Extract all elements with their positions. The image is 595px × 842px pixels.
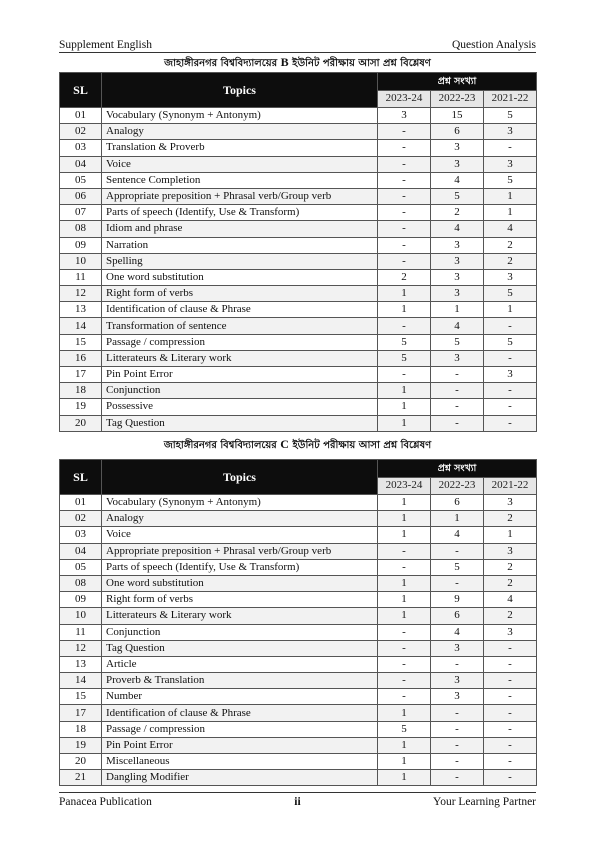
year-2022-23-cell: - — [431, 543, 484, 559]
table-row — [60, 367, 537, 383]
header-section-title: Question Analysis — [451, 39, 536, 51]
topic-cell: Analogy — [102, 511, 378, 527]
year-2023-24-cell: 1 — [378, 737, 431, 753]
col-topics-header: Topics — [102, 460, 378, 495]
year-2022-23-cell: 3 — [431, 156, 484, 172]
year-2022-23-cell: 4 — [431, 172, 484, 188]
table-row — [60, 108, 537, 124]
year-2021-22-cell: 1 — [484, 302, 537, 318]
year-2021-22-cell: - — [484, 656, 537, 672]
year-2022-23-cell: - — [431, 656, 484, 672]
col-year-header: 2021-22 — [484, 477, 537, 495]
table-row — [60, 721, 537, 737]
table-row — [60, 543, 537, 559]
year-2022-23-cell: - — [431, 575, 484, 591]
year-2021-22-cell: 3 — [484, 124, 537, 140]
topic-cell: Vocabulary (Synonym + Antonym) — [102, 108, 378, 124]
unit-c-analysis-table — [59, 459, 537, 786]
topic-cell: Passage / compression — [102, 334, 378, 350]
year-2023-24-cell: - — [378, 689, 431, 705]
unit-b-table-body — [60, 108, 537, 432]
topic-cell: Narration — [102, 237, 378, 253]
serial-cell: 04 — [60, 156, 102, 172]
serial-cell: 10 — [60, 253, 102, 269]
topic-cell: Number — [102, 689, 378, 705]
year-2023-24-cell: 1 — [378, 575, 431, 591]
serial-cell: 02 — [60, 511, 102, 527]
year-2021-22-cell: 1 — [484, 188, 537, 204]
table-row — [60, 124, 537, 140]
year-2023-24-cell: - — [378, 640, 431, 656]
serial-cell: 18 — [60, 383, 102, 399]
page-footer — [59, 792, 536, 809]
year-2022-23-cell: - — [431, 399, 484, 415]
table-row — [60, 673, 537, 689]
serial-cell: 11 — [60, 624, 102, 640]
serial-cell: 01 — [60, 495, 102, 511]
year-2023-24-cell: 5 — [378, 350, 431, 366]
year-2021-22-cell: - — [484, 721, 537, 737]
topic-cell: Possessive — [102, 399, 378, 415]
year-2022-23-cell: 15 — [431, 108, 484, 124]
serial-cell: 19 — [60, 399, 102, 415]
topic-cell: One word substitution — [102, 575, 378, 591]
section-b-title — [59, 55, 536, 71]
col-question-count-header: প্রশ্ন সংখ্যা — [378, 460, 537, 478]
year-2023-24-cell: 1 — [378, 495, 431, 511]
footer-tagline: Your Learning Partner — [433, 796, 536, 808]
table-row — [60, 770, 537, 786]
footer-publisher: Panacea Publication — [59, 796, 152, 808]
unit-c-table-body — [60, 495, 537, 786]
year-2021-22-cell: - — [484, 640, 537, 656]
table-row — [60, 640, 537, 656]
table-row — [60, 705, 537, 721]
table-row — [60, 559, 537, 575]
year-2022-23-cell: 3 — [431, 286, 484, 302]
serial-cell: 15 — [60, 334, 102, 350]
year-2022-23-cell: 5 — [431, 334, 484, 350]
year-2021-22-cell: - — [484, 705, 537, 721]
col-question-count-header: প্রশ্ন সংখ্যা — [378, 73, 537, 91]
year-2021-22-cell: - — [484, 318, 537, 334]
year-2021-22-cell: 5 — [484, 108, 537, 124]
table-row — [60, 495, 537, 511]
year-2023-24-cell: - — [378, 543, 431, 559]
serial-cell: 05 — [60, 559, 102, 575]
topic-cell: Dangling Modifier — [102, 770, 378, 786]
section-c-title-pre: জাহাঙ্গীরনগর বিশ্ববিদ্যালয়ের — [163, 440, 281, 451]
section-c-title — [59, 437, 536, 453]
serial-cell: 18 — [60, 721, 102, 737]
topic-cell: Vocabulary (Synonym + Antonym) — [102, 495, 378, 511]
table-row — [60, 592, 537, 608]
topic-cell: One word substitution — [102, 269, 378, 285]
year-2021-22-cell: 2 — [484, 237, 537, 253]
year-2022-23-cell: - — [431, 754, 484, 770]
year-2021-22-cell: 3 — [484, 495, 537, 511]
year-2021-22-cell: 4 — [484, 592, 537, 608]
topic-cell: Translation & Proverb — [102, 140, 378, 156]
serial-cell: 14 — [60, 673, 102, 689]
serial-cell: 12 — [60, 286, 102, 302]
topic-cell: Appropriate preposition + Phrasal verb/Group verb — [102, 543, 378, 559]
serial-cell: 08 — [60, 575, 102, 591]
year-2022-23-cell: 3 — [431, 689, 484, 705]
year-2022-23-cell: 4 — [431, 221, 484, 237]
col-sl-header: SL — [60, 73, 102, 108]
topic-cell: Voice — [102, 527, 378, 543]
year-2021-22-cell: 3 — [484, 624, 537, 640]
year-2021-22-cell: 2 — [484, 608, 537, 624]
topic-cell: Identification of clause & Phrase — [102, 705, 378, 721]
table-row — [60, 737, 537, 753]
year-2023-24-cell: - — [378, 156, 431, 172]
serial-cell: 21 — [60, 770, 102, 786]
year-2022-23-cell: 3 — [431, 140, 484, 156]
year-2021-22-cell: 2 — [484, 253, 537, 269]
year-2022-23-cell: 3 — [431, 237, 484, 253]
year-2023-24-cell: 1 — [378, 754, 431, 770]
serial-cell: 13 — [60, 656, 102, 672]
year-2022-23-cell: - — [431, 737, 484, 753]
table-row — [60, 302, 537, 318]
year-2023-24-cell: - — [378, 221, 431, 237]
year-2021-22-cell: 2 — [484, 575, 537, 591]
footer-page-number: ii — [294, 796, 301, 808]
serial-cell: 04 — [60, 543, 102, 559]
year-2023-24-cell: - — [378, 237, 431, 253]
table-row — [60, 350, 537, 366]
table-row — [60, 140, 537, 156]
year-2022-23-cell: - — [431, 367, 484, 383]
year-2023-24-cell: 1 — [378, 770, 431, 786]
topic-cell: Analogy — [102, 124, 378, 140]
year-2023-24-cell: 1 — [378, 705, 431, 721]
serial-cell: 11 — [60, 269, 102, 285]
year-2023-24-cell: - — [378, 188, 431, 204]
year-2022-23-cell: - — [431, 721, 484, 737]
year-2022-23-cell: 5 — [431, 559, 484, 575]
year-2022-23-cell: 1 — [431, 511, 484, 527]
year-2021-22-cell: 3 — [484, 543, 537, 559]
year-2021-22-cell: 5 — [484, 172, 537, 188]
col-year-header: 2023-24 — [378, 90, 431, 108]
year-2023-24-cell: - — [378, 624, 431, 640]
year-2023-24-cell: - — [378, 140, 431, 156]
serial-cell: 09 — [60, 237, 102, 253]
topic-cell: Identification of clause & Phrase — [102, 302, 378, 318]
topic-cell: Appropriate preposition + Phrasal verb/Group verb — [102, 188, 378, 204]
table-row — [60, 269, 537, 285]
table-row — [60, 156, 537, 172]
table-row — [60, 286, 537, 302]
serial-cell: 07 — [60, 205, 102, 221]
topic-cell: Pin Point Error — [102, 367, 378, 383]
serial-cell: 01 — [60, 108, 102, 124]
table-row — [60, 221, 537, 237]
topic-cell: Sentence Completion — [102, 172, 378, 188]
header-book-title: Supplement English — [59, 39, 152, 51]
year-2023-24-cell: - — [378, 205, 431, 221]
serial-cell: 03 — [60, 140, 102, 156]
topic-cell: Conjunction — [102, 383, 378, 399]
table-row — [60, 575, 537, 591]
col-year-header: 2022-23 — [431, 477, 484, 495]
table-row — [60, 754, 537, 770]
serial-cell: 06 — [60, 188, 102, 204]
serial-cell: 19 — [60, 737, 102, 753]
year-2023-24-cell: 1 — [378, 302, 431, 318]
table-row — [60, 656, 537, 672]
table-row — [60, 172, 537, 188]
year-2022-23-cell: 3 — [431, 350, 484, 366]
section-b-title-pre: জাহাঙ্গীরনগর বিশ্ববিদ্যালয়ের — [164, 58, 281, 69]
year-2023-24-cell: - — [378, 253, 431, 269]
year-2021-22-cell: - — [484, 737, 537, 753]
year-2023-24-cell: 5 — [378, 721, 431, 737]
year-2022-23-cell: 3 — [431, 253, 484, 269]
serial-cell: 17 — [60, 705, 102, 721]
table-row — [60, 318, 537, 334]
year-2022-23-cell: 4 — [431, 624, 484, 640]
year-2021-22-cell: 2 — [484, 559, 537, 575]
topic-cell: Tag Question — [102, 415, 378, 431]
topic-cell: Pin Point Error — [102, 737, 378, 753]
serial-cell: 03 — [60, 527, 102, 543]
year-2022-23-cell: - — [431, 415, 484, 431]
serial-cell: 20 — [60, 415, 102, 431]
year-2023-24-cell: 1 — [378, 383, 431, 399]
year-2023-24-cell: - — [378, 656, 431, 672]
year-2022-23-cell: 5 — [431, 188, 484, 204]
serial-cell: 15 — [60, 689, 102, 705]
topic-cell: Litterateurs & Literary work — [102, 350, 378, 366]
year-2021-22-cell: 3 — [484, 269, 537, 285]
topic-cell: Spelling — [102, 253, 378, 269]
serial-cell: 09 — [60, 592, 102, 608]
table-row — [60, 624, 537, 640]
table-row — [60, 205, 537, 221]
year-2023-24-cell: - — [378, 172, 431, 188]
year-2022-23-cell: 3 — [431, 640, 484, 656]
year-2021-22-cell: 5 — [484, 334, 537, 350]
serial-cell: 13 — [60, 302, 102, 318]
table-row — [60, 237, 537, 253]
year-2023-24-cell: - — [378, 559, 431, 575]
year-2022-23-cell: 6 — [431, 608, 484, 624]
serial-cell: 16 — [60, 350, 102, 366]
topic-cell: Right form of verbs — [102, 286, 378, 302]
section-b-unit-letter: B — [280, 55, 289, 69]
year-2021-22-cell: 2 — [484, 511, 537, 527]
serial-cell: 08 — [60, 221, 102, 237]
year-2021-22-cell: 1 — [484, 527, 537, 543]
year-2022-23-cell: - — [431, 705, 484, 721]
table-row — [60, 188, 537, 204]
topic-cell: Idiom and phrase — [102, 221, 378, 237]
serial-cell: 20 — [60, 754, 102, 770]
year-2022-23-cell: 9 — [431, 592, 484, 608]
serial-cell: 14 — [60, 318, 102, 334]
year-2021-22-cell: - — [484, 415, 537, 431]
year-2022-23-cell: 1 — [431, 302, 484, 318]
year-2023-24-cell: 1 — [378, 608, 431, 624]
topic-cell: Parts of speech (Identify, Use & Transform) — [102, 205, 378, 221]
year-2022-23-cell: 6 — [431, 495, 484, 511]
year-2023-24-cell: - — [378, 367, 431, 383]
year-2021-22-cell: 3 — [484, 367, 537, 383]
year-2021-22-cell: - — [484, 399, 537, 415]
col-year-header: 2022-23 — [431, 90, 484, 108]
year-2021-22-cell: 4 — [484, 221, 537, 237]
year-2022-23-cell: - — [431, 383, 484, 399]
table-row — [60, 511, 537, 527]
table-row — [60, 399, 537, 415]
topic-cell: Proverb & Translation — [102, 673, 378, 689]
table-row — [60, 689, 537, 705]
topic-cell: Parts of speech (Identify, Use & Transform) — [102, 559, 378, 575]
table-row — [60, 415, 537, 431]
serial-cell: 12 — [60, 640, 102, 656]
table-row — [60, 253, 537, 269]
col-year-header: 2021-22 — [484, 90, 537, 108]
year-2021-22-cell: - — [484, 770, 537, 786]
topic-cell: Right form of verbs — [102, 592, 378, 608]
year-2021-22-cell: - — [484, 383, 537, 399]
year-2021-22-cell: - — [484, 689, 537, 705]
col-topics-header: Topics — [102, 73, 378, 108]
year-2021-22-cell: - — [484, 350, 537, 366]
topic-cell: Miscellaneous — [102, 754, 378, 770]
col-sl-header: SL — [60, 460, 102, 495]
year-2023-24-cell: 1 — [378, 286, 431, 302]
year-2022-23-cell: 6 — [431, 124, 484, 140]
year-2021-22-cell: 3 — [484, 156, 537, 172]
year-2023-24-cell: 2 — [378, 269, 431, 285]
year-2021-22-cell: 1 — [484, 205, 537, 221]
year-2022-23-cell: 3 — [431, 673, 484, 689]
section-b-title-post: ইউনিট পরীক্ষায় আসা প্রশ্ন বিশ্লেষণ — [288, 58, 431, 69]
year-2023-24-cell: 3 — [378, 108, 431, 124]
page-header — [59, 38, 536, 53]
serial-cell: 10 — [60, 608, 102, 624]
section-c-title-post: ইউনিট পরীক্ষায় আসা প্রশ্ন বিশ্লেষণ — [288, 440, 432, 451]
topic-cell: Litterateurs & Literary work — [102, 608, 378, 624]
year-2023-24-cell: 5 — [378, 334, 431, 350]
year-2022-23-cell: 4 — [431, 318, 484, 334]
year-2021-22-cell: - — [484, 673, 537, 689]
year-2023-24-cell: 1 — [378, 527, 431, 543]
year-2023-24-cell: 1 — [378, 511, 431, 527]
year-2021-22-cell: - — [484, 754, 537, 770]
serial-cell: 17 — [60, 367, 102, 383]
topic-cell: Transformation of sentence — [102, 318, 378, 334]
unit-b-analysis-table — [59, 72, 537, 432]
serial-cell: 02 — [60, 124, 102, 140]
topic-cell: Article — [102, 656, 378, 672]
serial-cell: 05 — [60, 172, 102, 188]
year-2021-22-cell: - — [484, 140, 537, 156]
year-2023-24-cell: - — [378, 124, 431, 140]
topic-cell: Tag Question — [102, 640, 378, 656]
year-2021-22-cell: 5 — [484, 286, 537, 302]
year-2022-23-cell: 3 — [431, 269, 484, 285]
year-2022-23-cell: 2 — [431, 205, 484, 221]
table-row — [60, 383, 537, 399]
year-2023-24-cell: - — [378, 318, 431, 334]
year-2023-24-cell: 1 — [378, 415, 431, 431]
year-2023-24-cell: 1 — [378, 592, 431, 608]
topic-cell: Conjunction — [102, 624, 378, 640]
year-2023-24-cell: - — [378, 673, 431, 689]
year-2023-24-cell: 1 — [378, 399, 431, 415]
col-year-header: 2023-24 — [378, 477, 431, 495]
table-row — [60, 334, 537, 350]
topic-cell: Passage / compression — [102, 721, 378, 737]
year-2022-23-cell: - — [431, 770, 484, 786]
table-row — [60, 527, 537, 543]
section-c-unit-letter: C — [280, 437, 289, 451]
year-2022-23-cell: 4 — [431, 527, 484, 543]
topic-cell: Voice — [102, 156, 378, 172]
table-row — [60, 608, 537, 624]
